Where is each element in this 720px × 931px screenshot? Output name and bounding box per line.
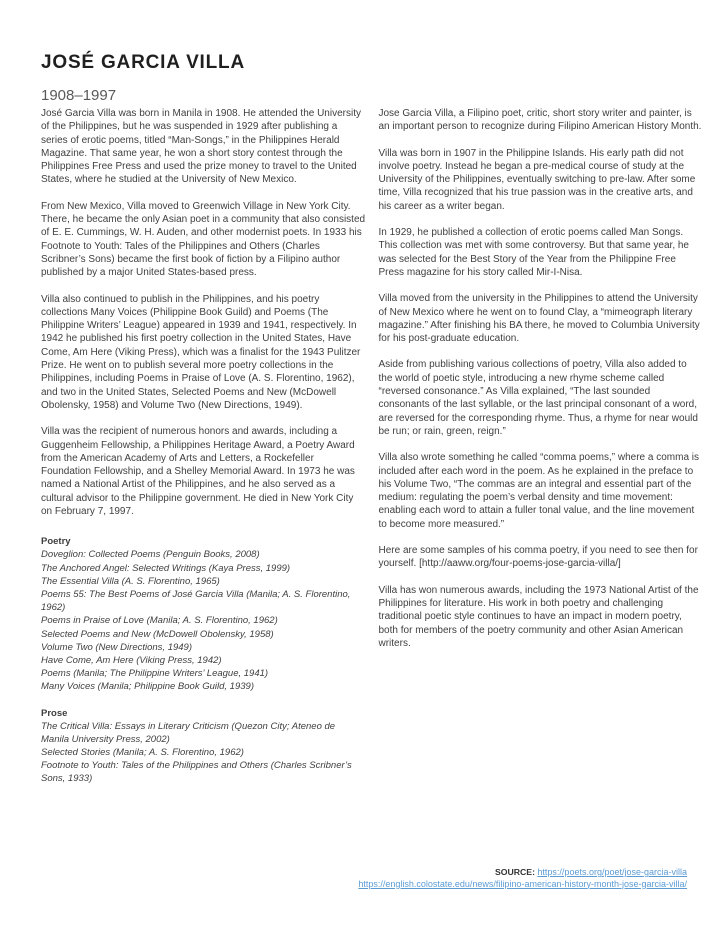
bio-paragraph: From New Mexico, Villa moved to Greenwich Village in New York City. There, he became the only Asian poet in a community that also consisted of E. E. Cummings, W. H. Auden, and other modernist poets. In 1933 his Footnote to Youth: Tales of the Philippines and Others (Charles Scribner’s Sons) became the first book of fiction by a Filipino author published by a major United States-based press.: [41, 200, 366, 279]
bio-paragraph: Here are some samples of his comma poetry, if you need to see then for yourself. [http://aaww.org/four-poems-jose-garcia-villa/]: [378, 545, 698, 570]
list-item: Footnote to Youth: Tales of the Philippines and Others (Charles Scribner’s Sons, 1933): [41, 760, 352, 785]
list-item: Selected Stories (Manila; A. S. Florentino, 1962): [41, 746, 244, 758]
bio-paragraph: Villa was born in 1907 in the Philippine Islands. His early path did not involve poetry. Instead he began a pre-medical course of study at the University of the Philippines, eventually switching to pre-law. After some time, Villa recognized that his true passion was in the creative arts, and his career as a writer began.: [378, 147, 696, 212]
two-column-body: [41, 107, 703, 786]
bio-paragraph: Jose Garcia Villa, a Filipino poet, critic, short story writer and painter, is an important person to recognize during Filipino American History Month.: [378, 108, 702, 133]
list-item: Many Voices (Manila; Philippine Book Guild, 1939): [41, 681, 254, 693]
bio-paragraph: Villa has won numerous awards, including the 1973 National Artist of the Philippines for literature. His work in both poetry and challenging traditional poetic style continues to have an impact in modern poetry, both for members of the poetry community and other Asian American writers.: [378, 584, 699, 649]
list-item: Poems in Praise of Love (Manila; A. S. Florentino, 1962): [41, 615, 278, 627]
bio-paragraph: Villa also wrote something he called “comma poems,” where a comma is included after each word in the poem. As he explained in the preface to his Volume Two, “The commas are an integral and essential part of the medium: regulating the poem’s verbal density and time movement: enabling each word to attain a fuller tonal value, and the line movement to become more measured.”: [378, 452, 700, 530]
list-item: Poems (Manila; The Philippine Writers’ League, 1941): [41, 668, 269, 680]
source-line-2: [358, 879, 687, 891]
list-item: Have Come, Am Here (Viking Press, 1942): [41, 654, 222, 666]
poetry-section-heading: Poetry: [41, 536, 71, 548]
bio-paragraph: Villa was the recipient of numerous honors and awards, including a Guggenheim Fellowship, a Philippines Heritage Award, a Poetry Award from the American Academy of Arts and Letters, a Rockefeller Foundation Fellowship, and a Shelley Memorial Award. In 1973 he was named a National Artist of the Philippines, and he also served as a cultural advisor to the Philippine government. He died in New York City on February 7, 1997.: [41, 426, 355, 518]
list-item: Poems 55: The Best Poems of José Garcia Villa (Manila; A. S. Florentino, 1962): [41, 588, 351, 614]
list-item: Selected Poems and New (McDowell Obolensky, 1958): [41, 628, 274, 640]
list-item: The Essential Villa (A. S. Florentino, 1965): [41, 575, 220, 587]
list-item: Doveglion: Collected Poems (Penguin Books, 2008): [41, 549, 260, 561]
bio-paragraph: Villa moved from the university in the Philippines to attend the University of New Mexico where he went on to found Clay, a “mimeograph literary magazine.” After finishing his BA there, he moved to Columbia University for his post-graduate education.: [378, 293, 700, 345]
source-link-poets-org[interactable]: https://poets.org/poet/jose-garcia-villa: [537, 867, 687, 877]
prose-list: [41, 720, 366, 786]
page-subtitle: 1908–1997: [41, 87, 117, 104]
prose-section-heading: Prose: [41, 707, 68, 719]
page-title: JOSÉ GARCIA VILLA: [41, 52, 245, 73]
list-item: The Anchored Angel: Selected Writings (Kaya Press, 1999): [41, 562, 291, 574]
bio-paragraph: José Garcia Villa was born in Manila in 1908. He attended the University of the Philippines, but he was suspended in 1929 after publishing a series of erotic poems, titled “Man-Songs,” in the Philippines Herald Magazine. That same year, he won a short story contest through the Philippines Free Press and used the prize money to travel to the United States, where he studied at the University of New Mexico.: [41, 108, 361, 186]
source-link-colostate[interactable]: https://english.colostate.edu/news/filipino-american-history-month-jose-garcia-villa/: [358, 878, 687, 889]
source-line-1: [358, 867, 687, 879]
source-label: SOURCE:: [494, 867, 538, 877]
source-footer: [358, 867, 687, 890]
bio-paragraph: Aside from publishing various collections of poetry, Villa also added to the world of poetic style, introducing a new rhyme scheme called “reversed consonance.” As Villa explained, “The last sounded consonants of the last syllable, or the last principal consonant of a word, are reversed for the corresponding rhyme. Thus, a rhyme for near would be run; or rain, green, reign.”: [378, 359, 698, 437]
bio-paragraph: In 1929, he published a collection of erotic poems called Man Songs. This collection was met with some controversy. But that same year, he was selected for the Best Story of the Year from the Philippine Free Press magazine for his story called Mir-I-Nisa.: [378, 227, 689, 278]
right-column: [379, 107, 704, 786]
list-item: Volume Two (New Directions, 1949): [41, 641, 192, 653]
list-item: The Critical Villa: Essays in Literary Criticism (Quezon City; Ateneo de Manila University Press, 2002): [41, 720, 336, 745]
left-column: [41, 107, 366, 786]
bio-paragraph: Villa also continued to publish in the Philippines, and his poetry collections Many Voices (Philippine Book Guild) and Poems (The Philippine Writers’ League) appeared in 1939 and 1941, respectively. In 1942 he published his first poetry collection in the United States, Have Come, Am Here (Viking Press), which was a finalist for the 1943 Pulitzer Prize. He went on to publish several more poetry collections in the Philippines, including Poems in Praise of Love (A. S. Florentino, 1962), and two in the United States, Selected Poems and New (McDowell Obolensky, 1958) and Volume Two (New Directions, 1949).: [41, 293, 361, 411]
poetry-list: [41, 548, 366, 693]
